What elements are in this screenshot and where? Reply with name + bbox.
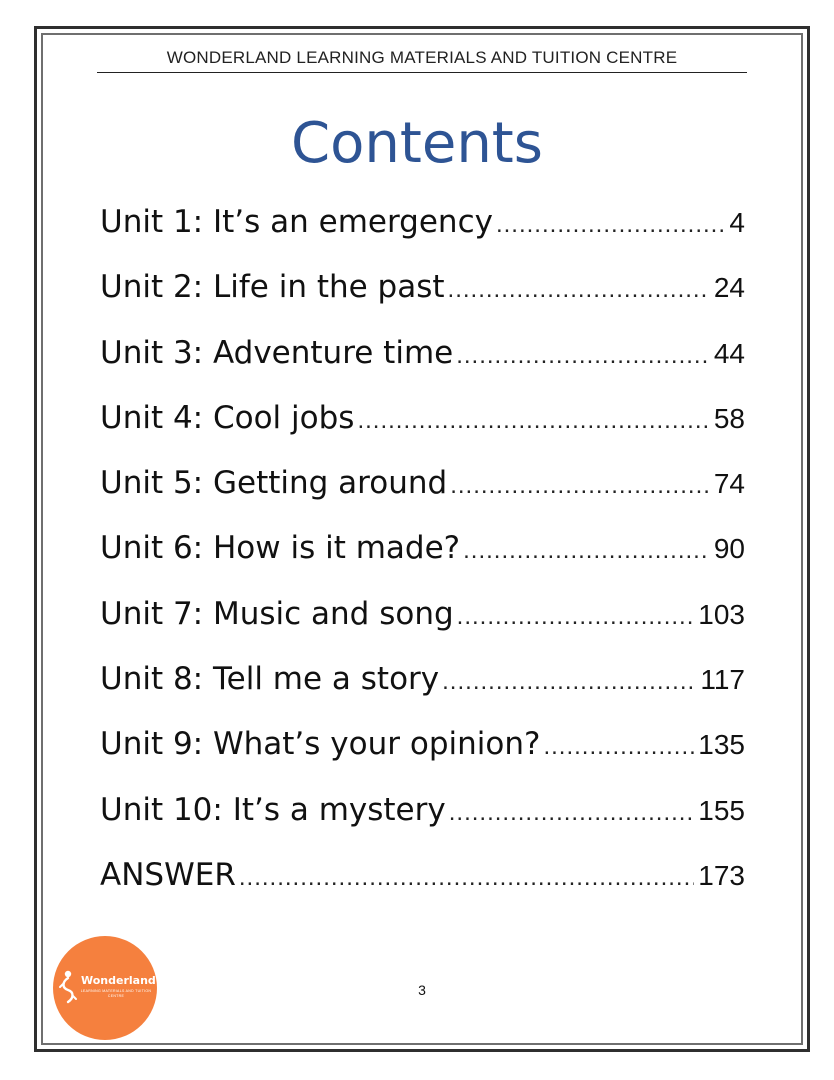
toc-entry-label: Unit 1: It’s an emergency [100, 204, 493, 240]
dot-leader [456, 323, 710, 388]
toc-entry-page: 135 [698, 729, 745, 761]
dot-leader [463, 518, 710, 583]
logo-subtitle: LEARNING MATERIALS AND TUITION CENTRE [80, 989, 152, 998]
dot-leader [239, 845, 694, 910]
toc-entry-label: Unit 10: It’s a mystery [100, 791, 446, 828]
toc-entry-unit-1[interactable] [100, 190, 745, 255]
dot-leader [543, 714, 694, 779]
dot-leader [449, 780, 695, 845]
toc-entry-unit-2[interactable] [100, 255, 745, 320]
toc-entry-label: Unit 7: Music and song [100, 595, 454, 632]
toc-entry-label: Unit 6: How is it made? [100, 530, 461, 567]
toc-entry-label: ANSWER [100, 856, 236, 893]
toc-entry-page: 103 [698, 598, 745, 630]
toc-entry-label: Unit 4: Cool jobs [100, 399, 355, 436]
dot-leader [448, 257, 710, 322]
toc-entry-label: Unit 3: Adventure time [100, 334, 454, 371]
page-number: 3 [418, 982, 426, 998]
dot-leader [357, 388, 709, 453]
toc-entry-unit-4[interactable] [100, 386, 745, 451]
toc-entry-label: Unit 9: What’s your opinion? [100, 726, 541, 763]
toc-entry-unit-9[interactable] [100, 712, 745, 777]
toc-entry-unit-8[interactable] [100, 647, 745, 712]
toc-entry-unit-7[interactable] [100, 582, 745, 647]
logo-name: Wonderland [81, 974, 156, 987]
toc-entry-page: 58 [713, 402, 745, 434]
page-title: Contents [291, 111, 543, 176]
dot-leader [442, 649, 696, 714]
toc-entry-page: 44 [713, 337, 745, 369]
dot-leader [450, 453, 710, 518]
toc-entry-page: 173 [698, 859, 745, 891]
toc-entry-unit-10[interactable] [100, 778, 745, 843]
toc-entry-page: 155 [698, 794, 745, 826]
table-of-contents [100, 190, 745, 908]
toc-entry-label: Unit 5: Getting around [100, 465, 448, 502]
toc-entry-page: 4 [729, 207, 745, 238]
toc-entry-page: 24 [713, 272, 745, 304]
toc-entry-unit-3[interactable] [100, 321, 745, 386]
toc-entry-answer[interactable] [100, 843, 745, 908]
toc-entry-unit-6[interactable] [100, 516, 745, 581]
toc-entry-label: Unit 8: Tell me a story [100, 661, 440, 698]
toc-entry-page: 90 [713, 533, 745, 565]
dot-leader [457, 584, 695, 649]
page-header: WONDERLAND LEARNING MATERIALS AND TUITION CENTRE [97, 46, 747, 73]
toc-entry-label: Unit 2: Life in the past [100, 269, 445, 306]
dot-leader [496, 192, 725, 257]
toc-entry-page: 74 [713, 468, 745, 500]
toc-entry-page: 117 [700, 664, 745, 696]
toc-entry-unit-5[interactable] [100, 451, 745, 516]
